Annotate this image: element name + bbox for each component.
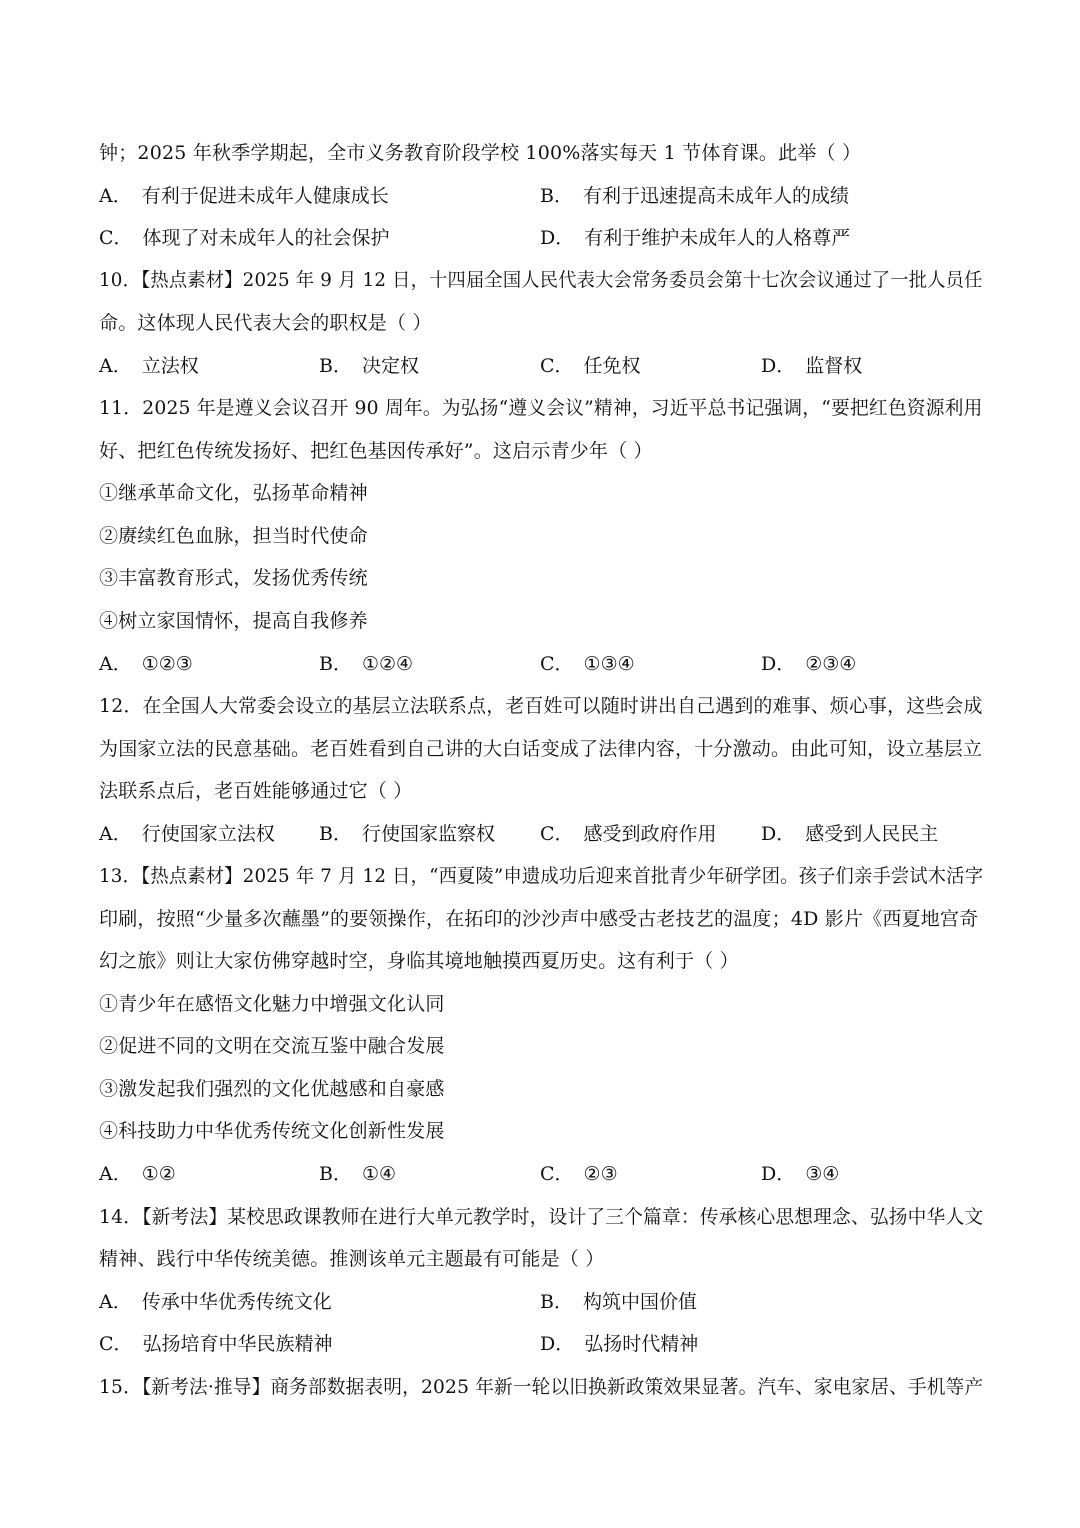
option-text: ①②④ bbox=[361, 653, 414, 675]
option-label: A． bbox=[99, 823, 132, 845]
q12-stem-line-3: 法联系点后，老百姓能够通过它（ ） bbox=[99, 780, 413, 802]
q12-stem-line-2: 为国家立法的民意基础。老百姓看到自己讲的大白话变成了法律内容，十分激动。由此可知，设立基层立 bbox=[99, 738, 983, 760]
q13-stem-line-2: 印刷，按照“少量多次蘸墨”的要领操作，在拓印的沙沙声中感受古老技艺的温度；4D 影片《西夏地宫奇 bbox=[99, 908, 979, 930]
q10-option-b[interactable] bbox=[319, 354, 419, 378]
option-label: A． bbox=[99, 1163, 132, 1185]
q13-option-c[interactable] bbox=[540, 1162, 618, 1186]
option-label: C． bbox=[540, 1163, 574, 1185]
option-label: A． bbox=[99, 355, 132, 377]
q11-option-c[interactable] bbox=[540, 652, 635, 676]
option-label: C． bbox=[99, 1333, 133, 1355]
option-label: B． bbox=[319, 823, 352, 845]
option-text: 行使国家立法权 bbox=[141, 823, 275, 845]
option-text: ②③ bbox=[583, 1163, 618, 1185]
q14-stem-line-1: 14．【新考法】某校思政课教师在进行大单元教学时，设计了三个篇章：传承核心思想理念、弘扬中华人文 bbox=[99, 1206, 984, 1228]
option-text: 有利于迅速提高未成年人的成绩 bbox=[582, 185, 849, 207]
option-text: 有利于促进未成年人健康成长 bbox=[141, 185, 389, 207]
option-text: ②③④ bbox=[805, 653, 857, 675]
option-label: B． bbox=[319, 653, 352, 675]
q12-option-d[interactable] bbox=[761, 822, 938, 846]
q11-item-3: ③丰富教育形式，发扬优秀传统 bbox=[99, 567, 368, 589]
option-text: 体现了对未成年人的社会保护 bbox=[142, 227, 390, 249]
option-label: D． bbox=[761, 823, 796, 845]
option-text: 弘扬培育中华民族精神 bbox=[142, 1333, 333, 1355]
q11-option-a[interactable] bbox=[99, 652, 193, 676]
option-label: A． bbox=[99, 653, 132, 675]
option-text: ①② bbox=[141, 1163, 176, 1185]
q13-item-4: ④科技助力中华优秀传统文化创新性发展 bbox=[99, 1120, 445, 1142]
option-text: 感受到政府作用 bbox=[583, 823, 717, 845]
q9-option-c[interactable] bbox=[99, 226, 390, 250]
q15-stem-line-1: 15．【新考法·推导】商务部数据表明，2025 年新一轮以旧换新政策效果显著。汽车、家电家居、手机等产 bbox=[99, 1376, 984, 1398]
q11-item-2: ②赓续红色血脉，担当时代使命 bbox=[99, 525, 368, 547]
q14-option-d[interactable] bbox=[540, 1332, 698, 1356]
q10-option-a[interactable] bbox=[99, 354, 199, 378]
q10-option-d[interactable] bbox=[761, 354, 862, 378]
option-label: C． bbox=[99, 227, 133, 249]
q11-stem-line-1: 11．2025 年是遵义会议召开 90 周年。为弘扬“遵义会议”精神，习近平总书记强调，“要把红色资源利用 bbox=[99, 397, 983, 419]
q10-option-c[interactable] bbox=[540, 354, 641, 378]
option-text: 感受到人民民主 bbox=[805, 823, 939, 845]
q9-option-a[interactable] bbox=[99, 184, 389, 208]
q13-item-1: ①青少年在感悟文化魅力中增强文化认同 bbox=[99, 993, 445, 1015]
q13-item-3: ③激发起我们强烈的文化优越感和自豪感 bbox=[99, 1078, 445, 1100]
q12-option-b[interactable] bbox=[319, 822, 495, 846]
option-text: 决定权 bbox=[361, 355, 419, 377]
option-text: 有利于维护未成年人的人格尊严 bbox=[584, 227, 851, 249]
option-label: B． bbox=[319, 355, 352, 377]
q14-stem-line-2: 精神、践行中华传统美德。推测该单元主题最有可能是（ ） bbox=[99, 1248, 605, 1270]
q13-option-a[interactable] bbox=[99, 1162, 176, 1186]
q13-option-d[interactable] bbox=[761, 1162, 839, 1186]
q14-option-a[interactable] bbox=[99, 1290, 332, 1314]
option-text: 行使国家监察权 bbox=[361, 823, 495, 845]
q11-option-d[interactable] bbox=[761, 652, 856, 676]
q13-stem-line-3: 幻之旅》则让大家仿佛穿越时空，身临其境地触摸西夏历史。这有利于（ ） bbox=[99, 950, 739, 972]
option-text: 任免权 bbox=[583, 355, 641, 377]
option-label: C． bbox=[540, 355, 574, 377]
q10-stem-line-2: 命。这体现人民代表大会的职权是（ ） bbox=[99, 312, 432, 334]
option-text: ①③④ bbox=[583, 653, 635, 675]
option-text: 弘扬时代精神 bbox=[584, 1333, 699, 1355]
q12-stem-line-1: 12．在全国人大常委会设立的基层立法联系点，老百姓可以随时讲出自己遇到的难事、烦心事，这些会成 bbox=[99, 695, 983, 717]
q9-stem-tail: 钟；2025 年秋季学期起，全市义务教育阶段学校 100%落实每天 1 节体育课。此举（ ） bbox=[99, 142, 862, 164]
option-text: 立法权 bbox=[141, 355, 199, 377]
q9-option-d[interactable] bbox=[540, 226, 850, 250]
q11-option-b[interactable] bbox=[319, 652, 413, 676]
option-text: 监督权 bbox=[805, 355, 863, 377]
option-label: D． bbox=[761, 1163, 796, 1185]
option-label: A． bbox=[99, 1291, 132, 1313]
option-label: C． bbox=[540, 823, 574, 845]
option-text: 传承中华优秀传统文化 bbox=[141, 1291, 332, 1313]
q12-option-c[interactable] bbox=[540, 822, 717, 846]
q10-stem-line-1: 10．【热点素材】2025 年 9 月 12 日，十四届全国人民代表大会常务委员会第十七次会议通过了一批人员任 bbox=[99, 269, 983, 291]
q9-option-b[interactable] bbox=[540, 184, 849, 208]
q13-item-2: ②促进不同的文明在交流互鉴中融合发展 bbox=[99, 1035, 445, 1057]
q13-option-b[interactable] bbox=[319, 1162, 396, 1186]
option-label: D． bbox=[540, 1333, 575, 1355]
q11-item-4: ④树立家国情怀，提高自我修养 bbox=[99, 610, 368, 632]
option-label: B． bbox=[540, 1291, 573, 1313]
option-text: ①②③ bbox=[141, 653, 193, 675]
q13-stem-line-1: 13．【热点素材】2025 年 7 月 12 日，“西夏陵”申遗成功后迎来首批青少年研学团。孩子们亲手尝试木活字 bbox=[99, 865, 984, 887]
option-text: ③④ bbox=[805, 1163, 840, 1185]
option-label: C． bbox=[540, 653, 574, 675]
option-text: 构筑中国价值 bbox=[582, 1291, 697, 1313]
option-label: A． bbox=[99, 185, 132, 207]
option-label: D． bbox=[761, 355, 796, 377]
option-label: D． bbox=[540, 227, 575, 249]
q11-stem-line-2: 好、把红色传统发扬好、把红色基因传承好”。这启示青少年（ ） bbox=[99, 440, 653, 462]
option-label: B． bbox=[319, 1163, 352, 1185]
q14-option-b[interactable] bbox=[540, 1290, 697, 1314]
q12-option-a[interactable] bbox=[99, 822, 275, 846]
option-label: B． bbox=[540, 185, 573, 207]
q11-item-1: ①继承革命文化，弘扬革命精神 bbox=[99, 482, 368, 504]
option-text: ①④ bbox=[361, 1163, 397, 1185]
option-label: D． bbox=[761, 653, 796, 675]
q14-option-c[interactable] bbox=[99, 1332, 333, 1356]
